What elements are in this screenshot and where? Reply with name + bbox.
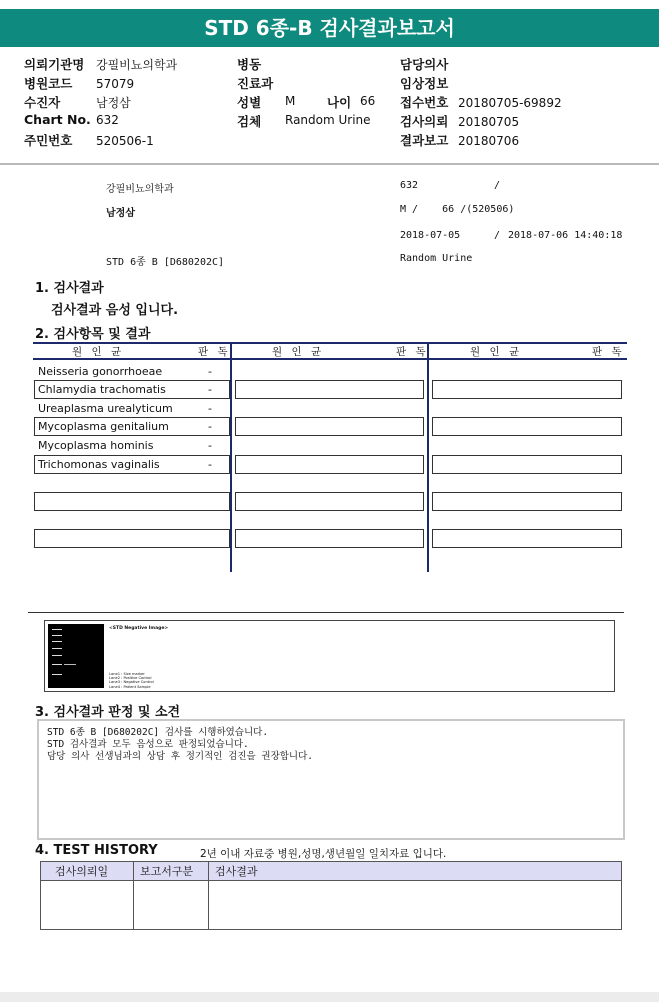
col-pathogen-1: 원 인 균 <box>72 346 125 358</box>
section3-title: 3. 검사결과 판정 및 소견 <box>35 705 181 720</box>
gel-legend-item: Lane1 : Size marker <box>109 672 145 676</box>
history-col-request-date: 검사의뢰일 <box>41 862 134 881</box>
row-box <box>34 529 230 548</box>
row-box <box>432 492 622 511</box>
history-col-result: 검사결과 <box>209 862 622 881</box>
hospital-label: 의뢰기관명 <box>24 57 85 72</box>
receipt-no-label: 접수번호 <box>400 95 449 110</box>
section1-title: 1. 검사결과 <box>35 281 104 296</box>
hospital-value: 강필비뇨의학과 <box>96 58 178 72</box>
summary-sex-age: M / 66 /(520506) <box>400 204 515 215</box>
dept-label: 진료과 <box>237 76 274 91</box>
summary-specimen: Random Urine <box>400 253 473 264</box>
row-box <box>235 380 424 399</box>
specimen-label: 검체 <box>237 114 262 129</box>
row-box <box>432 529 622 548</box>
resident-no-label: 주민번호 <box>24 133 73 148</box>
report-date-value: 20180706 <box>458 134 520 148</box>
table-divider-2 <box>427 342 429 572</box>
age-label: 나이 <box>327 95 352 110</box>
col-result-1: 판 독 <box>198 346 231 358</box>
gel-image-title: <STD Negative Image> <box>109 626 169 631</box>
gel-legend-item: Lane3 : Negative Control <box>109 680 154 685</box>
summary-hospital: 강필비뇨의학과 <box>106 184 174 195</box>
section1-text: 검사결과 음성 입니다. <box>51 303 179 318</box>
row-box <box>235 417 424 436</box>
doctor-label: 담당의사 <box>400 57 449 72</box>
pathogen-row: Chlamydia trachomatis <box>38 383 166 396</box>
gel-electrophoresis-image <box>48 624 104 688</box>
opinion-text <box>47 727 313 763</box>
table-divider-1 <box>230 342 232 572</box>
opinion-line: STD 검사결과 모두 음성으로 판정되었습니다. <box>47 739 249 750</box>
history-cell <box>209 881 622 930</box>
clinical-info-label: 임상정보 <box>400 76 449 91</box>
row-box <box>34 492 230 511</box>
history-col-report-type: 보고서구분 <box>134 862 209 881</box>
opinion-line: STD 6종 B [D680202C] 검사를 시행하였습니다. <box>47 727 269 738</box>
gel-legend-item: Lane2 : Positive Control <box>109 676 152 681</box>
header-right <box>400 55 562 150</box>
history-cell <box>41 881 134 930</box>
report-title: STD 6종-B 검사결과보고서 <box>0 9 659 47</box>
gel-image-frame <box>44 620 615 692</box>
result-value: - <box>208 458 212 471</box>
pathogen-row: Trichomonas vaginalis <box>38 458 160 471</box>
col-result-2: 판 독 <box>396 346 429 358</box>
patient-value: 남정삼 <box>96 96 131 110</box>
summary-chart-no: 632 <box>400 180 419 191</box>
result-value: - <box>208 439 212 452</box>
history-table <box>40 861 622 930</box>
row-box <box>235 492 424 511</box>
summary-patient: 남정삼 <box>106 208 135 219</box>
row-box <box>432 380 622 399</box>
history-cell <box>134 881 209 930</box>
row-box <box>235 529 424 548</box>
row-box <box>432 455 622 474</box>
report-date-label: 결과보고 <box>400 133 449 148</box>
section4-title: 4. TEST HISTORY <box>35 843 158 858</box>
header-left <box>24 55 177 150</box>
page-footer-band <box>0 992 659 1002</box>
result-value: - <box>208 420 212 433</box>
gel-legend <box>109 672 154 689</box>
chart-no-label: Chart No. <box>24 112 91 127</box>
summary-slash: / <box>494 180 501 191</box>
summary-date-from: 2018-07-05 <box>400 230 461 241</box>
col-pathogen-3: 원 인 균 <box>470 346 523 358</box>
request-date-label: 검사의뢰 <box>400 114 449 129</box>
request-date-value: 20180705 <box>458 115 520 129</box>
row-box <box>235 455 424 474</box>
pathogen-row: Ureaplasma urealyticum <box>38 402 173 415</box>
ward-label: 병동 <box>237 57 262 72</box>
gel-legend-item: Lane4 : Patient Sample <box>109 684 151 689</box>
hospital-code-value: 57079 <box>96 77 135 91</box>
pathogen-row: Mycoplasma genitalium <box>38 420 169 433</box>
result-value: - <box>208 383 212 396</box>
specimen-value: Random Urine <box>285 113 371 127</box>
result-value: - <box>208 402 212 415</box>
history-header-row <box>41 862 622 881</box>
summary-date-sep: / <box>494 230 501 241</box>
chart-no-value: 632 <box>96 113 119 127</box>
history-empty-row <box>41 881 622 930</box>
sex-label: 성별 <box>237 95 262 110</box>
summary-date-to: 2018-07-06 14:40:18 <box>508 230 623 241</box>
header-divider <box>0 163 659 165</box>
pathogen-row: Neisseria gonorrhoeae <box>38 365 163 378</box>
col-pathogen-2: 원 인 균 <box>272 346 325 358</box>
pathogen-row: Mycoplasma hominis <box>38 439 154 452</box>
result-value: - <box>208 365 212 378</box>
sex-value: M <box>285 94 296 108</box>
patient-label: 수진자 <box>24 95 61 110</box>
resident-no-value: 520506-1 <box>96 134 154 148</box>
row-box <box>432 417 622 436</box>
history-note: 2년 이내 자료중 병원,성명,생년월일 일치자료 입니다. <box>200 848 447 860</box>
opinion-line: 담당 의사 선생님과의 상담 후 정기적인 검진을 권장합니다. <box>47 751 314 762</box>
age-value: 66 <box>360 94 376 108</box>
opinion-box <box>37 719 625 840</box>
receipt-no-value: 20180705-69892 <box>458 96 562 110</box>
section-divider <box>28 612 624 613</box>
section2-title: 2. 검사항목 및 결과 <box>35 327 151 342</box>
summary-test-code: STD 6종 B [D680202C] <box>106 257 225 268</box>
col-result-3: 판 독 <box>592 346 625 358</box>
hospital-code-label: 병원코드 <box>24 76 73 91</box>
